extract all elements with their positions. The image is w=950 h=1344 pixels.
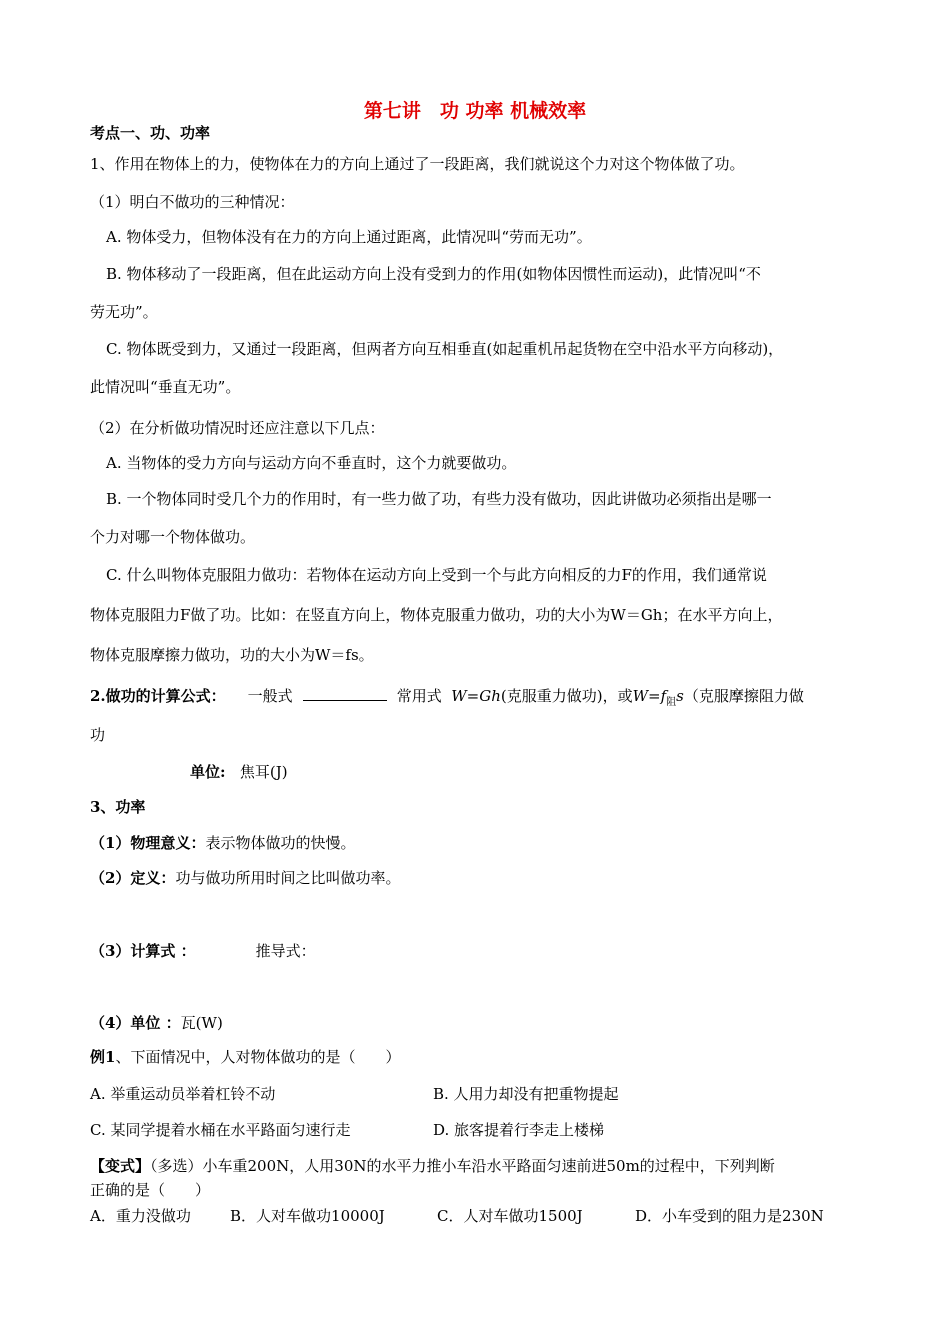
example-question bbox=[90, 1047, 400, 1067]
variant-question-line1 bbox=[90, 1156, 775, 1176]
paragraph-item-c-line1: C. 物体既受到力，又通过一段距离，但两者方向互相垂直(如起重机吊起货物在空中沿水平方向移动)， bbox=[106, 340, 784, 358]
power-formula bbox=[90, 941, 316, 961]
unit-label: 单位: bbox=[190, 763, 226, 781]
variant-option-c: C．人对车做功1500J bbox=[437, 1207, 583, 1225]
formula-subscript: 阻 bbox=[666, 697, 677, 708]
variant-question-line2: 正确的是（ ） bbox=[90, 1181, 211, 1199]
paragraph-item-a: A. 物体受力，但物体没有在力的方向上通过距离，此情况叫“劳而无功”。 bbox=[106, 228, 592, 246]
power-meaning bbox=[90, 833, 355, 853]
paragraph-note-a: A. 当物体的受力方向与运动方向不垂直时，这个力就要做功。 bbox=[106, 454, 517, 472]
unit-value: 焦耳(J) bbox=[239, 763, 288, 781]
paragraph-note-b-line2: 个力对哪一个物体做功。 bbox=[90, 528, 256, 546]
paragraph-item-b-line1: B. 物体移动了一段距离，但在此运动方向上没有受到力的作用(如物体因惯性而运动)，此情况叫“不 bbox=[106, 265, 761, 283]
power-derived-label: 推导式： bbox=[255, 942, 316, 960]
paragraph-item-c-line2: 此情况叫“垂直无功”。 bbox=[90, 378, 241, 396]
formula-fs: W=f bbox=[632, 687, 667, 705]
paragraph-definition: 1、作用在物体上的力，使物体在力的方向上通过了一段距离，我们就说这个力对这个物体做了功。 bbox=[90, 155, 745, 173]
power-definition-text: 功与做功所用时间之比叫做功率。 bbox=[175, 869, 401, 887]
power-meaning-text: 表示物体做功的快慢。 bbox=[205, 834, 356, 852]
page-title: 第七讲 功 功率 机械效率 bbox=[363, 100, 587, 122]
section-heading-3: 3、功率 bbox=[90, 798, 146, 816]
power-unit bbox=[90, 1013, 223, 1033]
paragraph-note-c-line3: 物体克服摩擦力做功，功的大小为W＝fs。 bbox=[90, 646, 374, 664]
formula-s: s bbox=[676, 687, 684, 705]
formula-line-tail: 功 bbox=[90, 726, 106, 744]
example-option-b: B. 人用力却没有把重物提起 bbox=[433, 1085, 619, 1103]
example-option-a: A. 举重运动员举着杠铃不动 bbox=[90, 1085, 276, 1103]
variant-option-b: B．人对车做功10000J bbox=[230, 1207, 385, 1225]
paragraph-subheading-1: （1）明白不做功的三种情况： bbox=[90, 193, 295, 211]
paragraph-note-b-line1: B. 一个物体同时受几个力的作用时，有一些力做了功，有些力没有做功，因此讲做功必须指出是哪一 bbox=[106, 490, 772, 508]
power-definition-label: （2）定义： bbox=[90, 869, 176, 887]
formula-gh: W=Gh bbox=[451, 687, 501, 705]
power-formula-label: （3）计算式 ： bbox=[90, 942, 196, 960]
paragraph-item-b-line2: 劳无功”。 bbox=[90, 303, 158, 321]
section-heading-1: 考点一、功、功率 bbox=[90, 124, 211, 142]
paragraph-subheading-2: （2）在分析做功情况时还应注意以下几点： bbox=[90, 419, 385, 437]
example-option-d: D. 旅客提着行李走上楼梯 bbox=[433, 1121, 605, 1139]
paragraph-note-c-line2: 物体克服阻力F做了功。比如：在竖直方向上，物体克服重力做功，功的大小为W＝Gh；在水平方向上， bbox=[90, 606, 783, 624]
example-label: 例1 bbox=[90, 1048, 116, 1066]
paragraph-note-c-line1: C. 什么叫物体克服阻力做功：若物体在运动方向上受到一个与此方向相反的力F的作用，我们通常说 bbox=[106, 566, 767, 584]
variant-text: （多选）小车重200N，人用30N的水平力推小车沿水平路面匀速前进50m的过程中，下列判断 bbox=[150, 1157, 775, 1175]
variant-option-d: D．小车受到的阻力是230N bbox=[635, 1207, 824, 1225]
power-unit-text: 瓦(W) bbox=[180, 1014, 223, 1032]
example-text: 、下面情况中，人对物体做功的是（ ） bbox=[115, 1048, 401, 1066]
power-meaning-label: （1）物理意义： bbox=[90, 834, 206, 852]
formula-line bbox=[90, 686, 804, 713]
formula-label: 2.做功的计算公式： bbox=[90, 687, 226, 705]
variant-option-a: A．重力没做功 bbox=[90, 1207, 191, 1225]
power-unit-label: （4）单位 ： bbox=[90, 1014, 181, 1032]
formula-note-2: （克服摩擦阻力做 bbox=[683, 687, 804, 705]
unit-line bbox=[190, 762, 288, 782]
formula-general-label: 一般式 bbox=[247, 687, 293, 705]
variant-label: 【变式】 bbox=[90, 1157, 151, 1175]
example-option-c: C. 某同学提着水桶在水平路面匀速行走 bbox=[90, 1121, 351, 1139]
formula-blank[interactable] bbox=[303, 686, 387, 701]
formula-common-label: 常用式 bbox=[396, 687, 442, 705]
formula-note-1: (克服重力做功)，或 bbox=[500, 687, 633, 705]
power-definition bbox=[90, 868, 400, 888]
